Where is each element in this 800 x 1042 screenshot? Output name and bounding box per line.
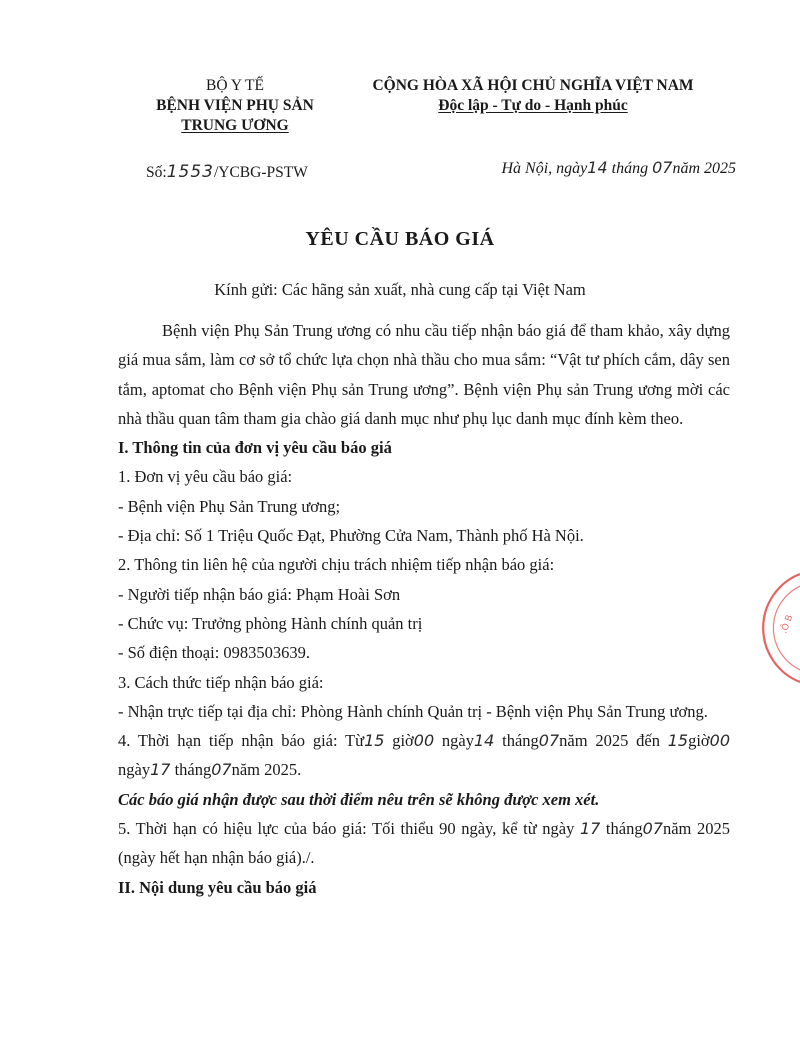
hospital-name-line2: TRUNG ƯƠNG <box>181 117 289 134</box>
handwritten-number: 1553 <box>166 162 214 182</box>
item-3-a: - Nhận trực tiếp tại địa chỉ: Phòng Hành chính Quản trị - Bệnh viện Phụ Sản Trung ương. <box>118 701 708 721</box>
item-3: 3. Cách thức tiếp nhận báo giá: <box>118 672 324 692</box>
document-number: Số:1553/YCBG-PSTW <box>146 162 308 182</box>
warning-note: Các báo giá nhận được sau thời điểm nêu trên sẽ không được xem xét. <box>118 789 600 809</box>
ministry-name: BỘ Y TẾ <box>206 77 264 94</box>
nation-name: CỘNG HÒA XÃ HỘI CHỦ NGHĨA VIỆT NAM <box>372 77 694 94</box>
intro-paragraph: Bệnh viện Phụ Sản Trung ương có nhu cầu tiếp nhận báo giá để tham khảo, xây dựng giá mua sắm, làm cơ sở tổ chức lựa chọn nhà thầu cho mua sắm: “Vật tư phích cắm, dây sen tắm, aptomat cho Bệnh viện Phụ sản Trung ương”. Bệnh viện Phụ sản Trung ương mời các nhà thầu quan tâm tham gia chào giá danh mục như phụ lục danh mục đính kèm theo. <box>118 321 730 428</box>
issuer-header <box>120 76 350 136</box>
place-and-date: Hà Nội, ngày14 tháng 07năm 2025 <box>501 158 736 177</box>
item-1: 1. Đơn vị yêu cầu báo giá: <box>118 467 293 487</box>
document-body <box>118 316 730 902</box>
item-2-c: - Số điện thoại: 0983503639. <box>118 643 311 663</box>
item-2: 2. Thông tin liên hệ của người chịu trách nhiệm tiếp nhận báo giá: <box>118 555 555 575</box>
document-title: YÊU CẦU BÁO GIÁ <box>305 228 495 250</box>
item-2-b: - Chức vụ: Trưởng phòng Hành chính quản trị <box>118 613 423 633</box>
item-2-a: - Người tiếp nhận báo giá: Phạm Hoài Sơn <box>118 584 401 604</box>
handwritten-month: 07 <box>652 158 673 177</box>
item-4: 4. Thời hạn tiếp nhận báo giá: Từ15 giờ00 ngày14 tháng07năm 2025 đến 15giờ00 ngày17 tháng07năm 2025. <box>118 731 730 780</box>
item-5: 5. Thời hạn có hiệu lực của báo giá: Tối thiểu 90 ngày, kể từ ngày 17 tháng07năm 2025 (ngày hết hạn nhận báo giá)./. <box>118 819 730 868</box>
section-2-title: II. Nội dung yêu cầu báo giá <box>118 877 317 897</box>
national-header <box>358 76 708 116</box>
national-motto: Độc lập - Tự do - Hạnh phúc <box>438 97 628 114</box>
section-1-title: I. Thông tin của đơn vị yêu cầu báo giá <box>118 438 392 458</box>
recipient-line: Kính gửi: Các hãng sản xuất, nhà cung cấp tại Việt Nam <box>214 280 586 299</box>
svg-text:.Ô B: .Ô B <box>779 613 796 636</box>
red-stamp-icon <box>760 568 800 688</box>
handwritten-day: 14 <box>587 158 608 177</box>
hospital-name-line1: BỆNH VIỆN PHỤ SẢN <box>156 97 314 114</box>
item-1-b: - Địa chỉ: Số 1 Triệu Quốc Đạt, Phường Cửa Nam, Thành phố Hà Nội. <box>118 526 584 546</box>
item-1-a: - Bệnh viện Phụ Sản Trung ương; <box>118 496 341 516</box>
